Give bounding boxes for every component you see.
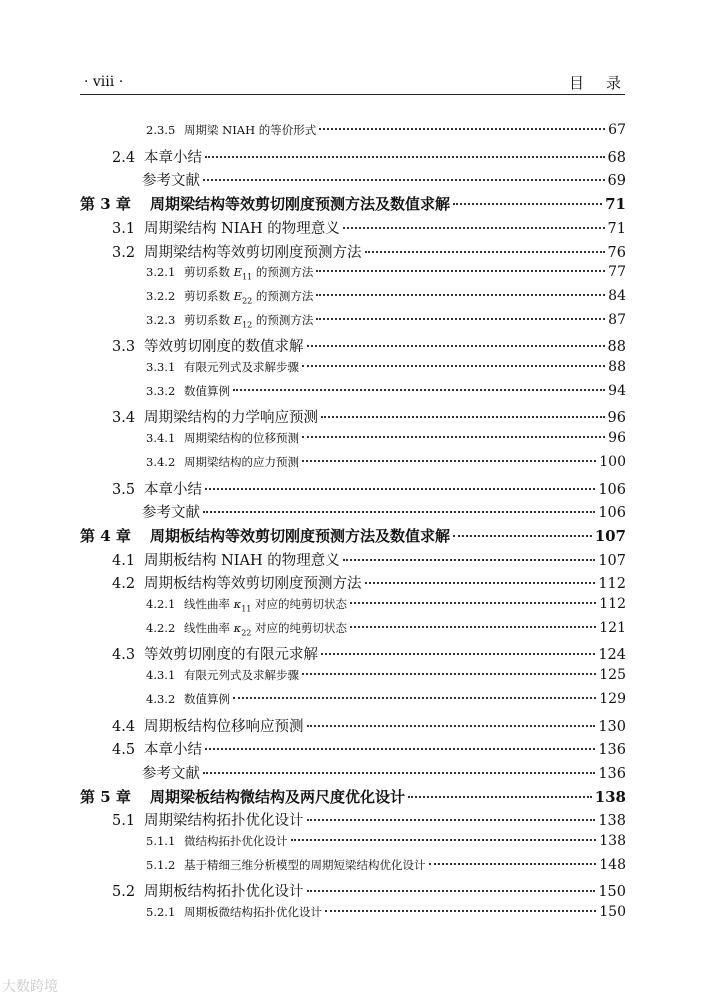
running-title: 目录 xyxy=(568,74,643,92)
toc-entry-number: 3.2.2 xyxy=(146,289,176,303)
toc-entry xyxy=(112,549,626,570)
toc-entry-title: 周期板结构等效剪切刚度预测方法及数值求解 xyxy=(150,527,451,545)
toc-entry-page: 84 xyxy=(608,288,626,304)
toc-entry xyxy=(112,335,626,356)
toc-entry-number: 3.3.1 xyxy=(146,360,176,374)
toc-entry-title: 本章小结 xyxy=(144,742,202,758)
toc-entry-page: 71 xyxy=(607,221,626,237)
toc-entry-page: 124 xyxy=(598,647,626,663)
toc-entry-number: 4.3 xyxy=(112,647,136,663)
toc-entry-title: 周期梁 NIAH 的等价形式 xyxy=(184,123,317,137)
toc-entry xyxy=(142,501,626,522)
toc-entry-number: 5.1.2 xyxy=(146,858,176,872)
dot-leader xyxy=(350,602,596,604)
dot-leader xyxy=(203,179,605,181)
toc-entry-number: 第 3 章 xyxy=(80,195,131,213)
dot-leader xyxy=(321,416,605,418)
toc-entry-page: 76 xyxy=(607,245,626,261)
toc-entry-title xyxy=(184,312,313,329)
toc-entry xyxy=(112,478,626,499)
toc-entry-title: 数值算例 xyxy=(184,384,230,398)
toc-entry-title: 有限元列式及求解步骤 xyxy=(184,360,299,374)
toc-entry xyxy=(112,217,626,238)
dot-leader xyxy=(429,863,597,865)
toc-entry-title: 数值算例 xyxy=(184,692,230,706)
dot-leader xyxy=(316,270,605,272)
toc-entry-title: 周期板结构 NIAH 的物理意义 xyxy=(144,553,340,569)
toc-entry xyxy=(146,359,626,375)
toc-entry-title: 参考文献 xyxy=(142,505,200,521)
toc-entry-page: 136 xyxy=(598,742,626,758)
toc-entry xyxy=(146,691,626,707)
toc-entry-number: 3.4.1 xyxy=(146,431,176,445)
math-symbol-subscript: 11 xyxy=(242,272,253,282)
dot-leader xyxy=(321,653,595,655)
toc-entry-page: 112 xyxy=(598,576,626,592)
toc-entry-page: 107 xyxy=(594,527,626,545)
math-symbol xyxy=(233,597,252,614)
toc-entry-title: 参考文献 xyxy=(142,766,200,782)
toc-entry-page: 150 xyxy=(599,904,626,920)
math-symbol-base: E xyxy=(233,265,243,279)
toc-entry-page: 112 xyxy=(599,596,626,612)
toc-entry-number: 第 4 章 xyxy=(80,527,131,545)
watermark: 大数跨境 xyxy=(2,979,58,995)
toc-entry-number: 3.4.2 xyxy=(146,455,176,469)
math-symbol-base: E xyxy=(233,313,243,327)
toc-entry-page: 129 xyxy=(599,691,626,707)
toc-entry-title xyxy=(184,620,347,637)
toc-entry-title: 周期梁结构 NIAH 的物理意义 xyxy=(144,221,340,237)
toc-entry-number: 3.5 xyxy=(112,482,136,498)
math-symbol-base: κ xyxy=(233,597,242,611)
toc-entry-title: 周期梁结构拓扑优化设计 xyxy=(144,813,304,829)
toc-entry-number: 3.3.2 xyxy=(146,384,176,398)
toc-entry-number: 第 5 章 xyxy=(80,788,131,806)
toc-entry-page: 69 xyxy=(607,173,626,189)
toc-entry-title-text: 对应的纯剪切状态 xyxy=(251,621,348,635)
dot-leader xyxy=(302,460,596,462)
toc-entry-number: 5.1 xyxy=(112,813,136,829)
dot-leader xyxy=(316,318,605,320)
math-symbol xyxy=(233,289,253,306)
toc-entry-page: 87 xyxy=(608,312,626,328)
toc-entry xyxy=(146,122,626,138)
dot-leader xyxy=(365,251,605,253)
toc-entry xyxy=(112,572,626,593)
toc-entry xyxy=(80,193,626,214)
dot-leader xyxy=(233,389,605,391)
toc-entry-number: 4.2 xyxy=(112,576,136,592)
toc-entry-number: 5.1.1 xyxy=(146,834,176,848)
toc-entry xyxy=(146,904,626,920)
dot-leader xyxy=(307,725,596,727)
math-symbol xyxy=(233,313,253,330)
dot-leader xyxy=(302,673,596,675)
toc-entry-number: 3.2.1 xyxy=(146,265,176,279)
toc-entry-page: 138 xyxy=(598,813,626,829)
dot-leader xyxy=(453,535,592,537)
toc-entry xyxy=(142,762,626,783)
dot-leader xyxy=(307,890,596,892)
dot-leader xyxy=(343,227,605,229)
toc-entry-title: 微结构拓扑优化设计 xyxy=(184,834,288,848)
toc-entry xyxy=(112,643,626,664)
toc-entry xyxy=(112,241,626,262)
dot-leader xyxy=(205,488,595,490)
toc-entry-number: 4.3.1 xyxy=(146,668,176,682)
math-symbol-subscript: 22 xyxy=(242,296,253,306)
toc-entry-title: 等效剪切刚度的有限元求解 xyxy=(144,647,318,663)
toc-entry-page: 68 xyxy=(607,150,626,166)
toc-entry-title: 有限元列式及求解步骤 xyxy=(184,668,299,682)
toc-entry-number: 2.3.5 xyxy=(146,123,176,137)
toc-entry-page: 138 xyxy=(599,833,626,849)
math-symbol xyxy=(233,621,252,638)
math-symbol-subscript: 12 xyxy=(242,320,253,330)
dot-leader xyxy=(307,819,596,821)
toc-entry-title-text: 对应的纯剪切状态 xyxy=(251,597,348,611)
page-number: · viii · xyxy=(84,74,124,90)
toc-entry-number: 2.4 xyxy=(112,150,136,166)
math-symbol xyxy=(233,265,253,282)
toc-entry-title xyxy=(184,596,347,613)
dot-leader xyxy=(350,626,596,628)
toc-entry-number: 4.1 xyxy=(112,553,136,569)
dot-leader xyxy=(203,511,595,513)
dot-leader xyxy=(316,294,605,296)
toc-entry xyxy=(112,715,626,736)
toc-entry-page: 136 xyxy=(598,766,626,782)
dot-leader xyxy=(233,697,596,699)
dot-leader xyxy=(325,910,596,912)
toc-entry-title: 周期梁板结构微结构及两尺度优化设计 xyxy=(150,788,406,806)
toc-entry-page: 150 xyxy=(598,884,626,900)
toc-entry-number: 5.2 xyxy=(112,884,136,900)
toc-entry-number: 3.2 xyxy=(112,245,136,261)
toc-entry xyxy=(146,833,626,849)
toc-entry-title: 等效剪切刚度的数值求解 xyxy=(144,339,304,355)
toc-entry-title-text: 的预测方法 xyxy=(252,289,314,303)
dot-leader xyxy=(291,839,597,841)
toc-entry-title-text: 线性曲率 xyxy=(184,597,234,611)
toc-entry xyxy=(112,809,626,830)
toc-entry-page: 88 xyxy=(608,359,626,375)
toc-entry-title: 周期板结构位移响应预测 xyxy=(144,719,304,735)
toc-entry xyxy=(146,430,626,446)
dot-leader xyxy=(205,156,605,158)
toc-entry-page: 107 xyxy=(598,553,626,569)
dot-leader xyxy=(408,796,592,798)
toc-entry-title xyxy=(184,264,313,281)
toc-entry-title: 本章小结 xyxy=(144,482,202,498)
toc-entry-page: 94 xyxy=(608,383,626,399)
toc-entry-number: 5.2.1 xyxy=(146,905,176,919)
toc-entry-number: 4.4 xyxy=(112,719,136,735)
dot-leader xyxy=(302,436,605,438)
dot-leader xyxy=(319,128,605,130)
toc-entry-page: 130 xyxy=(598,719,626,735)
toc-entry-page: 100 xyxy=(599,454,626,470)
dot-leader xyxy=(365,582,596,584)
toc-entry xyxy=(80,786,626,807)
toc-entry-title-text: 剪切系数 xyxy=(184,313,234,327)
toc-entry-page: 71 xyxy=(605,195,626,213)
toc-entry xyxy=(112,146,626,167)
toc-entry-title: 周期梁结构的位移预测 xyxy=(184,431,299,445)
toc-entry xyxy=(146,288,626,305)
toc-entry xyxy=(146,857,626,873)
toc-entry xyxy=(80,525,626,546)
toc-entry xyxy=(146,383,626,399)
dot-leader xyxy=(307,345,605,347)
toc-entry-page: 67 xyxy=(608,122,626,138)
toc-entry-title: 基于精细三维分析模型的周期短梁结构优化设计 xyxy=(184,858,426,872)
toc-entry-title xyxy=(184,288,313,305)
toc-entry-page: 77 xyxy=(608,264,626,280)
toc-entry xyxy=(112,880,626,901)
toc-entry xyxy=(146,264,626,281)
toc-entry-title-text: 线性曲率 xyxy=(184,621,234,635)
toc-entry-page: 88 xyxy=(607,339,626,355)
toc-entry-page: 106 xyxy=(598,482,626,498)
toc-entry-title: 参考文献 xyxy=(142,173,200,189)
toc-entry-number: 4.2.1 xyxy=(146,597,176,611)
math-symbol-subscript: 22 xyxy=(241,628,252,638)
dot-leader xyxy=(343,559,596,561)
toc-entry-page: 125 xyxy=(599,667,626,683)
toc-entry-title: 周期梁结构的力学响应预测 xyxy=(144,410,318,426)
toc-entry-page: 138 xyxy=(594,788,626,806)
toc-entry-page: 121 xyxy=(599,620,626,636)
toc-entry-number: 3.3 xyxy=(112,339,136,355)
toc-entry-title: 周期板结构拓扑优化设计 xyxy=(144,884,304,900)
toc-entry-title: 本章小结 xyxy=(144,150,202,166)
toc-entry-number: 4.3.2 xyxy=(146,692,176,706)
toc-entry-page: 96 xyxy=(608,430,626,446)
toc-entry xyxy=(146,667,626,683)
running-header xyxy=(80,72,643,95)
toc-entry-title: 周期梁结构的应力预测 xyxy=(184,455,299,469)
toc-entry-title-text: 的预测方法 xyxy=(252,265,314,279)
toc-entry-page: 96 xyxy=(607,410,626,426)
toc-entry xyxy=(146,620,626,637)
toc-entry-title: 周期板结构等效剪切刚度预测方法 xyxy=(144,576,362,592)
toc-entry-title: 周期梁结构等效剪切刚度预测方法 xyxy=(144,245,362,261)
math-symbol-subscript: 11 xyxy=(241,604,252,614)
toc-entry xyxy=(112,738,626,759)
dot-leader xyxy=(203,772,595,774)
toc-entry-title: 周期板微结构拓扑优化设计 xyxy=(184,905,322,919)
toc-entry-number: 3.2.3 xyxy=(146,313,176,327)
dot-leader xyxy=(453,203,602,205)
toc-entry xyxy=(146,312,626,329)
toc-entry-page: 106 xyxy=(598,505,626,521)
toc-entry-number: 4.5 xyxy=(112,742,136,758)
dot-leader xyxy=(205,748,595,750)
toc-entry-title: 周期梁结构等效剪切刚度预测方法及数值求解 xyxy=(150,195,451,213)
toc-entry xyxy=(112,406,626,427)
math-symbol-base: E xyxy=(233,289,243,303)
toc-entry-title-text: 剪切系数 xyxy=(184,265,234,279)
toc-entry xyxy=(142,169,626,190)
toc-entry-number: 4.2.2 xyxy=(146,621,176,635)
toc-entry-page: 148 xyxy=(599,857,626,873)
toc-entry xyxy=(146,454,626,470)
toc-entry-title-text: 剪切系数 xyxy=(184,289,234,303)
toc-entry-number: 3.1 xyxy=(112,221,136,237)
toc-entry-title-text: 的预测方法 xyxy=(252,313,314,327)
math-symbol-base: κ xyxy=(233,621,242,635)
dot-leader xyxy=(302,365,605,367)
toc-entry xyxy=(146,596,626,613)
toc-entry-number: 3.4 xyxy=(112,410,136,426)
